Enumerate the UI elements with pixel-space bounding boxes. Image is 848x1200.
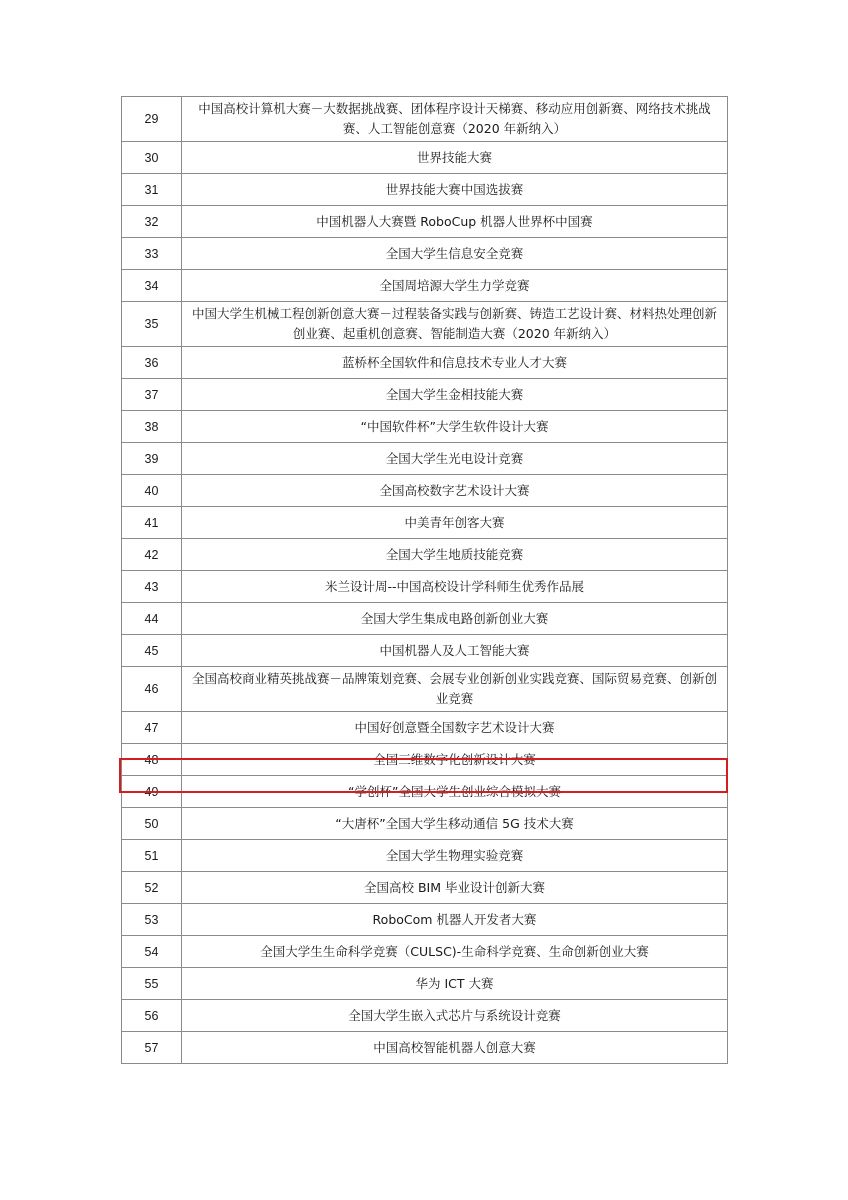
table-row: [122, 808, 728, 840]
row-number: 55: [122, 968, 182, 1000]
table-row: [122, 667, 728, 712]
table-row: [122, 347, 728, 379]
table-row: [122, 635, 728, 667]
table-row: [122, 507, 728, 539]
competition-name: 中国高校计算机大赛－大数据挑战赛、团体程序设计天梯赛、移动应用创新赛、网络技术挑战赛、人工智能创意赛（2020 年新纳入）: [182, 97, 728, 142]
table-row: [122, 571, 728, 603]
competition-name: 米兰设计周--中国高校设计学科师生优秀作品展: [182, 571, 728, 603]
competition-name: 全国高校 BIM 毕业设计创新大赛: [182, 872, 728, 904]
competition-name: 世界技能大赛中国选拔赛: [182, 174, 728, 206]
competition-name: 全国高校数字艺术设计大赛: [182, 475, 728, 507]
competition-name: 中国好创意暨全国数字艺术设计大赛: [182, 712, 728, 744]
row-number: 43: [122, 571, 182, 603]
competition-name: 全国大学生信息安全竞赛: [182, 238, 728, 270]
competition-name: 全国周培源大学生力学竞赛: [182, 270, 728, 302]
row-number: 32: [122, 206, 182, 238]
competition-name: 全国大学生生命科学竞赛（CULSC)-生命科学竞赛、生命创新创业大赛: [182, 936, 728, 968]
competition-name: 中国高校智能机器人创意大赛: [182, 1032, 728, 1064]
row-number: 40: [122, 475, 182, 507]
row-number: 48: [122, 744, 182, 776]
table-row: [122, 443, 728, 475]
row-number: 42: [122, 539, 182, 571]
row-number: 51: [122, 840, 182, 872]
table-row: [122, 379, 728, 411]
competition-name: 中国机器人及人工智能大赛: [182, 635, 728, 667]
row-number: 49: [122, 776, 182, 808]
table-row-highlighted: [122, 776, 728, 808]
competition-name: 蓝桥杯全国软件和信息技术专业人才大赛: [182, 347, 728, 379]
table-row: [122, 142, 728, 174]
row-number: 39: [122, 443, 182, 475]
row-number: 54: [122, 936, 182, 968]
competition-name: “学创杯”全国大学生创业综合模拟大赛: [182, 776, 728, 808]
competition-name: 全国大学生光电设计竞赛: [182, 443, 728, 475]
table-row: [122, 270, 728, 302]
table-row: [122, 411, 728, 443]
competition-name: 全国大学生物理实验竞赛: [182, 840, 728, 872]
competition-name: RoboCom 机器人开发者大赛: [182, 904, 728, 936]
row-number: 45: [122, 635, 182, 667]
row-number: 35: [122, 302, 182, 347]
table-row: [122, 744, 728, 776]
table-row: [122, 1032, 728, 1064]
row-number: 36: [122, 347, 182, 379]
row-number: 38: [122, 411, 182, 443]
row-number: 33: [122, 238, 182, 270]
table-row: [122, 872, 728, 904]
table-row: [122, 174, 728, 206]
table-row: [122, 97, 728, 142]
table-row: [122, 206, 728, 238]
row-number: 46: [122, 667, 182, 712]
row-number: 56: [122, 1000, 182, 1032]
table-row: [122, 238, 728, 270]
row-number: 34: [122, 270, 182, 302]
row-number: 37: [122, 379, 182, 411]
competition-name: 全国大学生金相技能大赛: [182, 379, 728, 411]
table-row: [122, 539, 728, 571]
row-number: 30: [122, 142, 182, 174]
competition-name: 全国高校商业精英挑战赛－品牌策划竞赛、会展专业创新创业实践竞赛、国际贸易竞赛、创新创业竞赛: [182, 667, 728, 712]
table-row: [122, 302, 728, 347]
row-number: 31: [122, 174, 182, 206]
competition-name: 中国机器人大赛暨 RoboCup 机器人世界杯中国赛: [182, 206, 728, 238]
competition-name: “中国软件杯”大学生软件设计大赛: [182, 411, 728, 443]
table-row: [122, 968, 728, 1000]
row-number: 53: [122, 904, 182, 936]
row-number: 47: [122, 712, 182, 744]
table-row: [122, 1000, 728, 1032]
row-number: 41: [122, 507, 182, 539]
table-row: [122, 603, 728, 635]
row-number: 29: [122, 97, 182, 142]
competition-name: 中国大学生机械工程创新创意大赛－过程装备实践与创新赛、铸造工艺设计赛、材料热处理创新创业赛、起重机创意赛、智能制造大赛（2020 年新纳入）: [182, 302, 728, 347]
competition-table: [121, 96, 728, 1064]
competition-name: 全国大学生集成电路创新创业大赛: [182, 603, 728, 635]
table-row: [122, 840, 728, 872]
row-number: 57: [122, 1032, 182, 1064]
row-number: 50: [122, 808, 182, 840]
table-row: [122, 475, 728, 507]
competition-name: 华为 ICT 大赛: [182, 968, 728, 1000]
table-row: [122, 904, 728, 936]
competition-name: 全国大学生嵌入式芯片与系统设计竞赛: [182, 1000, 728, 1032]
competition-name: “大唐杯”全国大学生移动通信 5G 技术大赛: [182, 808, 728, 840]
table-row: [122, 712, 728, 744]
table-row: [122, 936, 728, 968]
competition-name: 全国大学生地质技能竞赛: [182, 539, 728, 571]
competition-name: 中美青年创客大赛: [182, 507, 728, 539]
row-number: 52: [122, 872, 182, 904]
competition-name: 世界技能大赛: [182, 142, 728, 174]
row-number: 44: [122, 603, 182, 635]
competition-name: 全国三维数字化创新设计大赛: [182, 744, 728, 776]
